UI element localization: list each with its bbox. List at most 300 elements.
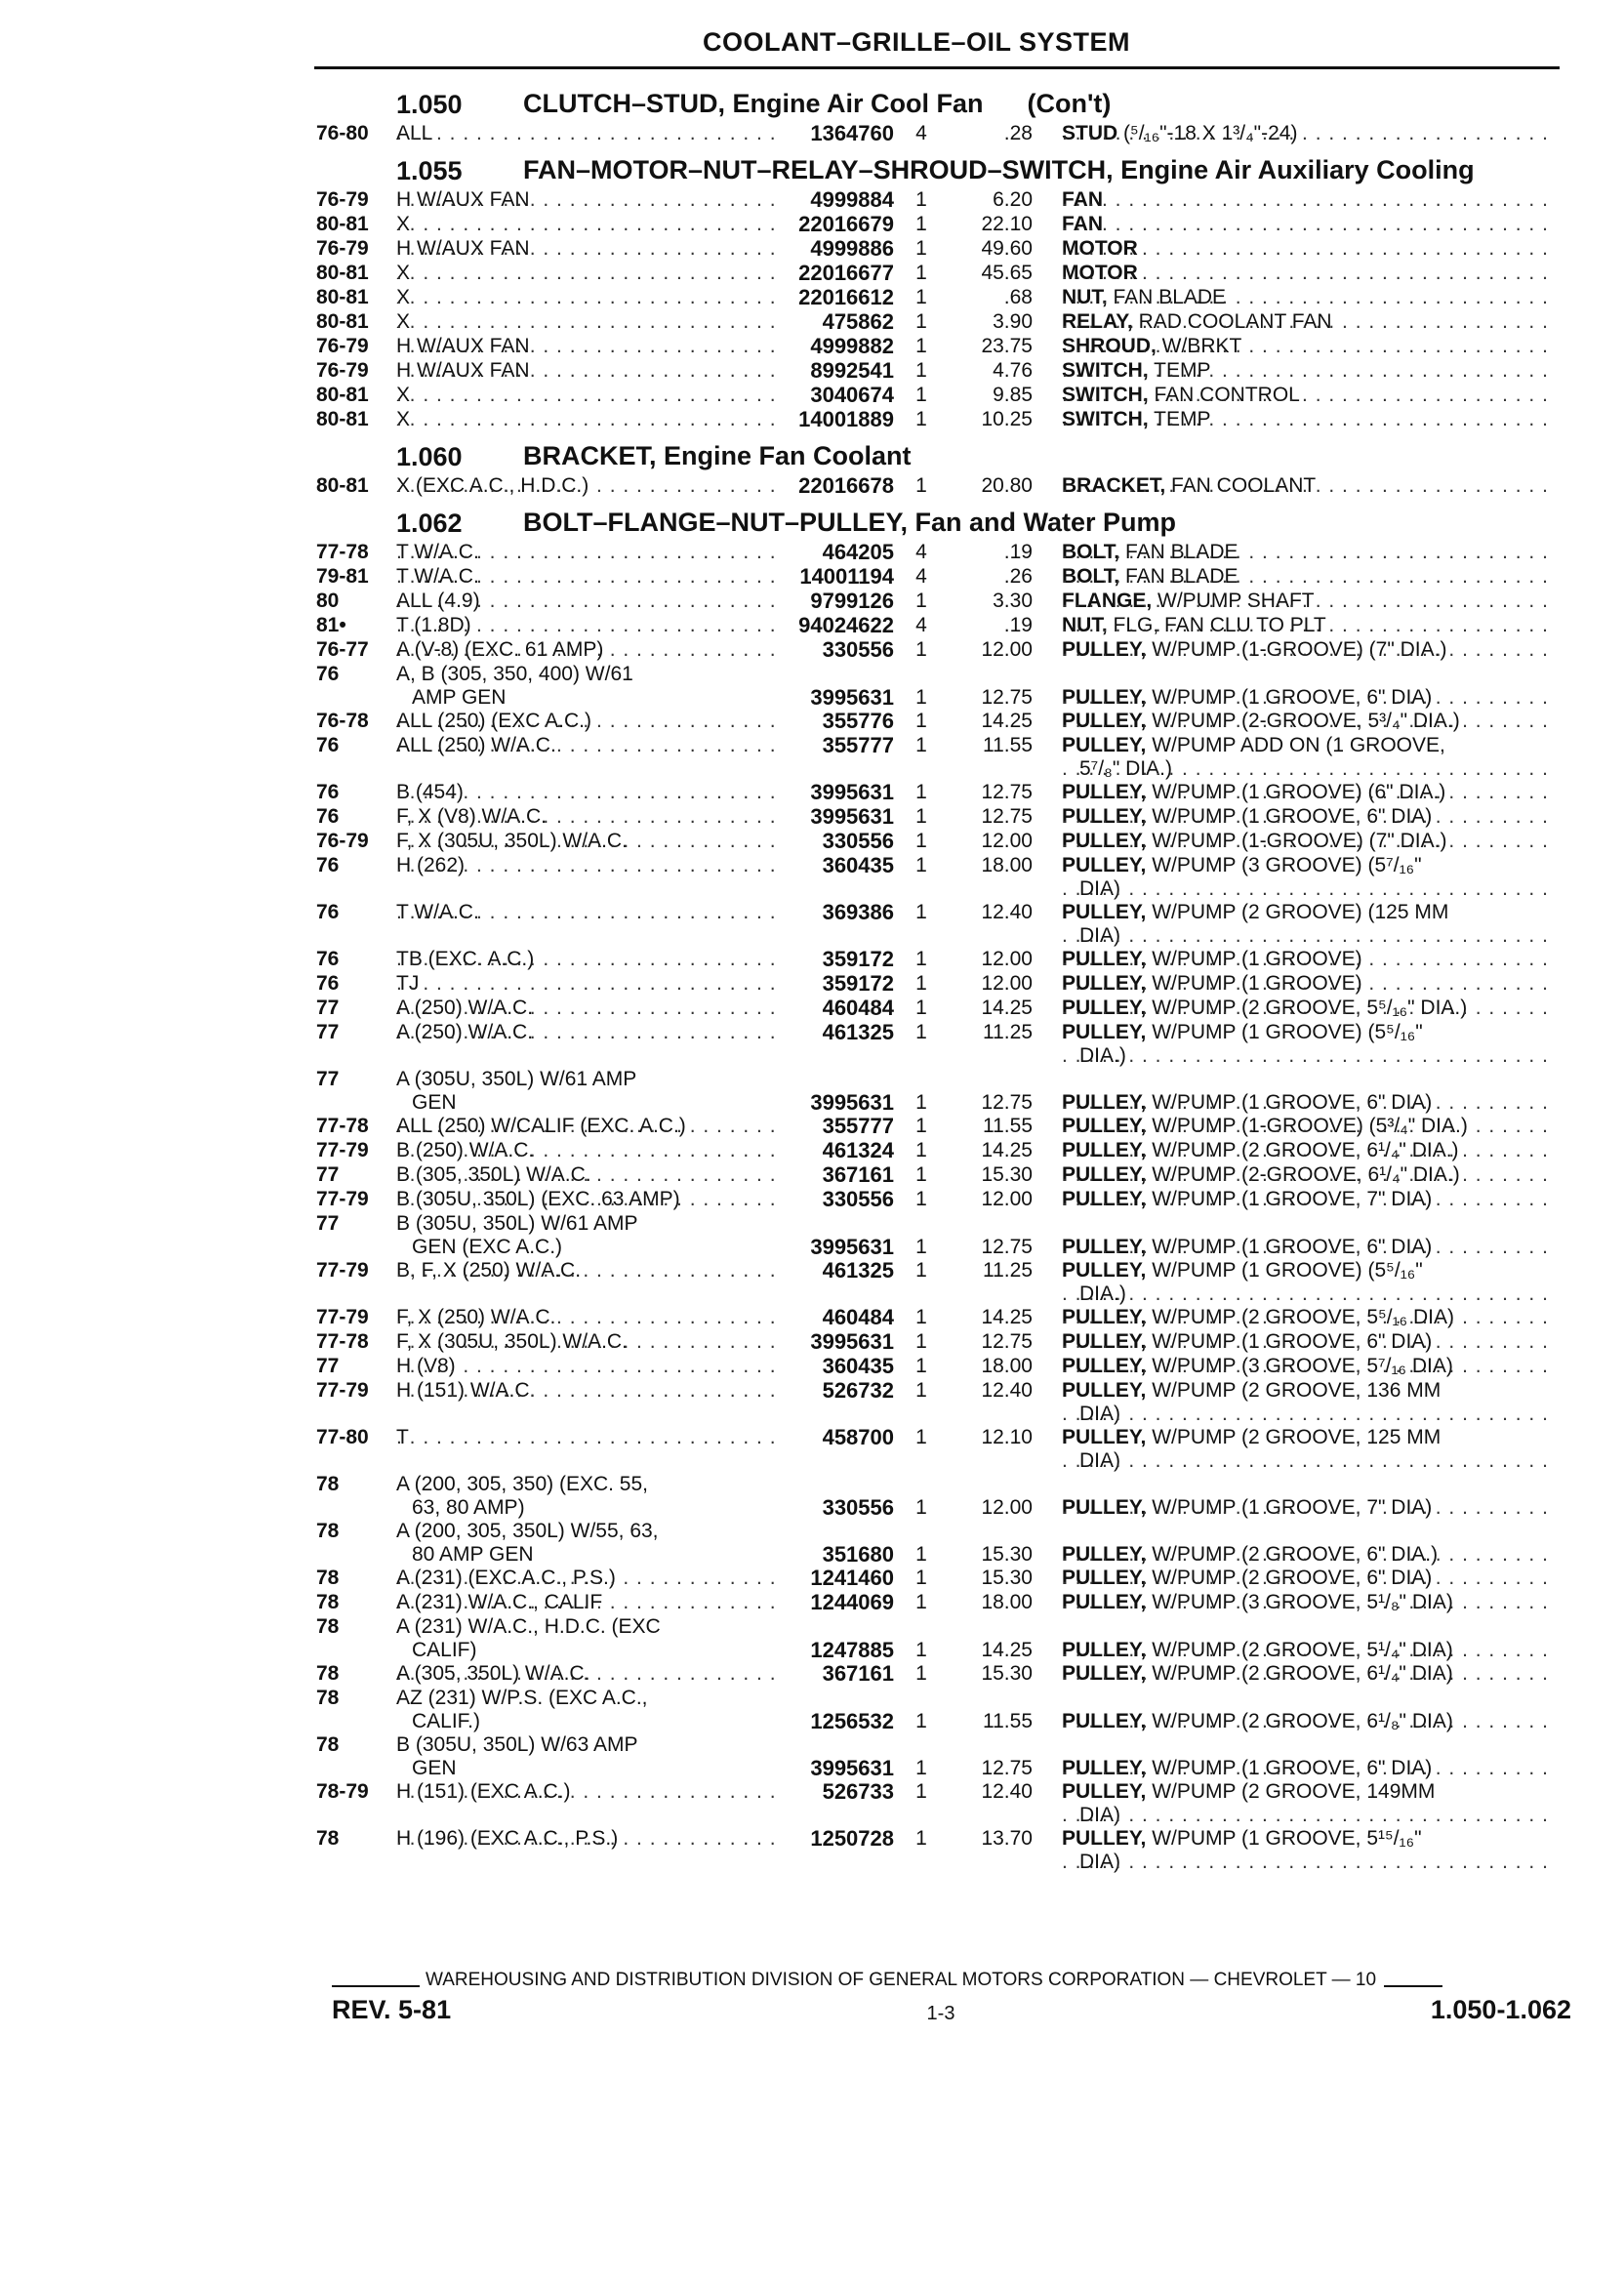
model-text: H (151) W/A.C. [396,1379,539,1402]
table-row [312,1426,1581,1473]
description-keyword: MOTOR [1062,262,1138,284]
description-detail: FAN BLADE [1107,286,1227,308]
part-number: 3995631 [810,780,894,804]
description-detail: W/PUMP (1-GROOVE) (5³/₄" DIA.) [1146,1115,1468,1137]
table-row [312,1330,1581,1355]
section-1-062 [312,509,1581,1874]
model-text: A (231) (EXC A.C., P.S.) [396,1567,620,1589]
part-number: 369386 [822,900,894,924]
part-description [1033,1236,1550,1259]
price: 18.00 [981,1591,1033,1613]
quantity: 1 [915,1567,927,1589]
description-detail: W/PUMP (1-GROOVE) (7" DIA.) [1146,830,1447,852]
description-continued: DIA) [1079,1403,1120,1425]
part-description [1033,734,1550,781]
year-range: 77-79 [316,1139,369,1161]
description-detail: W/PUMP (2 GROOVE, 136 MM [1146,1379,1441,1402]
part-number: 4999882 [810,334,894,358]
table-row [312,188,1581,213]
model-text: H W/AUX FAN [396,335,534,357]
table-row [312,805,1581,830]
model-application [396,1567,777,1590]
description-detail: W/BRKT [1156,335,1242,357]
part-description [1033,948,1550,971]
page-footer [332,1970,1571,2025]
description-detail: W/PUMP SHAFT [1152,590,1315,612]
table-row [312,948,1581,972]
description-keyword: PULLEY, [1062,1426,1147,1448]
price: 14.25 [981,710,1033,732]
description-detail: W/PUMP (1 GROOVE) [1146,948,1362,970]
description-keyword: PULLEY, [1062,1710,1147,1732]
model-text: B (250) W/A.C. [396,1139,538,1161]
model-application [396,830,777,853]
model-application [396,1662,777,1686]
model-application [396,590,777,613]
price: 4.76 [993,359,1033,382]
model-text: T W/A.C. [396,901,483,923]
part-number: 3995631 [810,685,894,710]
model-text: AZ (231) W/P.S. (EXC A.C., [396,1687,652,1709]
model-text: A (V-8) (EXC. 61 AMP) [396,638,607,661]
year-range: 76-79 [316,237,369,260]
model-application [396,614,777,637]
part-description [1033,686,1550,710]
description-detail: RAD COOLANT FAN [1132,310,1332,333]
description-detail: FAN BLADE [1119,565,1238,588]
year-range: 77-79 [316,1188,369,1210]
table-row [312,237,1581,262]
table-row [312,1355,1581,1379]
quantity: 1 [915,1021,927,1043]
description-keyword: FLANGE, [1062,590,1153,612]
part-number: 94024622 [798,613,894,637]
part-number: 3995631 [810,1090,894,1115]
quantity: 1 [915,1543,927,1566]
model-text: ALL (4.9) [396,590,484,612]
price: 12.40 [981,1780,1033,1803]
part-description [1033,1021,1550,1068]
model-text: F, X (305U, 350L) W/A.C. [396,830,631,852]
model-text: B, F, X (250) W/A.C. [396,1259,585,1282]
part-number: 1241460 [810,1566,894,1590]
part-number: 359172 [822,971,894,996]
model-application [396,1780,777,1804]
price: 22.10 [981,213,1033,235]
quantity: 1 [915,1827,927,1850]
description-keyword: PULLEY, [1062,901,1147,923]
quantity: 1 [915,1115,927,1137]
model-text: ALL [396,122,436,144]
price: 15.30 [981,1163,1033,1186]
description-keyword: PULLEY, [1062,1379,1147,1402]
price: 11.55 [983,734,1033,756]
part-number: 351680 [822,1542,894,1567]
model-text: A (200, 305, 350L) W/55, 63, [396,1520,663,1542]
price: 14.25 [981,1139,1033,1161]
table-row [312,1188,1581,1212]
price: 12.00 [981,972,1033,995]
description-detail: TEMP [1148,359,1211,382]
quantity: 1 [915,1496,927,1519]
table-row [312,1687,1581,1733]
description-keyword: PULLEY, [1062,997,1147,1019]
year-range: 78 [316,1615,340,1638]
page-title: COOLANT–GRILLE–OIL SYSTEM [703,27,1131,57]
price: 9.85 [993,384,1033,406]
model-application [396,262,777,285]
footer-rule-right [1384,1985,1442,1987]
quantity: 1 [915,854,927,876]
description-continued: 5⁷/₈" DIA.) [1079,757,1172,780]
part-number: 460484 [822,996,894,1020]
year-range: 79-81 [316,565,369,588]
part-number: 526733 [822,1779,894,1804]
description-keyword: PULLEY, [1062,710,1147,732]
table-row [312,1139,1581,1163]
table-row [312,1259,1581,1306]
year-range: 77 [316,1355,340,1377]
year-range: 77-78 [316,1115,369,1137]
quantity: 1 [915,1591,927,1613]
part-number: 355777 [822,1114,894,1138]
price: 11.25 [983,1259,1033,1282]
year-range: 76 [316,901,340,923]
model-text: ALL (250) (EXC A.C.) [396,710,595,732]
part-description [1033,805,1550,829]
model-application [396,1306,777,1329]
part-description [1033,614,1550,637]
year-range: 76-78 [316,710,369,732]
section-1-050 [312,90,1581,146]
year-range: 77 [316,1212,340,1235]
table-row [312,1163,1581,1188]
quantity: 1 [915,384,927,406]
year-range: 77-79 [316,1379,369,1402]
part-number: 22016678 [798,473,894,498]
price: 12.00 [981,638,1033,661]
part-number: 8992541 [810,358,894,383]
part-number: 461324 [822,1138,894,1162]
description-keyword: PULLEY, [1062,1662,1147,1685]
quantity: 1 [915,474,927,497]
part-description [1033,1379,1550,1426]
description-keyword: BOLT, [1062,565,1120,588]
part-number: 355776 [822,709,894,733]
description-continued: DIA) [1079,877,1120,900]
part-number: 1247885 [810,1638,894,1662]
year-range: 80-81 [316,408,369,430]
part-number: 330556 [822,1495,894,1520]
description-keyword: STUD [1062,122,1118,144]
price: 20.80 [981,474,1033,497]
model-application [396,565,777,589]
description-detail: W/PUMP (1 GROOVE) [1146,972,1362,995]
model-application [396,122,777,145]
year-range: 78 [316,1733,340,1756]
model-application [396,1163,777,1187]
year-range: 76 [316,805,340,828]
model-application [396,710,777,733]
model-application [396,188,777,212]
year-range: 78-79 [316,1780,369,1803]
part-number: 1364760 [810,121,894,145]
price: 15.30 [981,1543,1033,1566]
price: 18.00 [981,854,1033,876]
model-application [396,474,777,498]
part-description [1033,1757,1550,1780]
year-range: 77-79 [316,1306,369,1328]
model-application [396,237,777,261]
description-detail: W/PUMP (2 GROOVE, 6" DIA) [1146,1567,1433,1589]
quantity: 1 [915,830,927,852]
price: 18.00 [981,1355,1033,1377]
part-number: 1244069 [810,1590,894,1614]
section-title: CLUTCH–STUD, Engine Air Cool Fan (Con't) [523,89,1112,118]
model-application [396,1426,777,1449]
table-row [312,1591,1581,1615]
model-application [396,1473,777,1520]
description-detail: FAN BLADE [1119,541,1238,563]
quantity: 1 [915,710,927,732]
description-keyword: PULLEY, [1062,1115,1147,1137]
year-range: 76 [316,854,340,876]
part-description [1033,972,1550,996]
description-keyword: PULLEY, [1062,1757,1147,1779]
description-keyword: MOTOR [1062,237,1138,260]
quantity: 1 [915,590,927,612]
part-description [1033,1780,1550,1827]
price: 12.75 [981,1091,1033,1114]
model-text: T W/A.C. [396,565,483,588]
price: 3.90 [993,310,1033,333]
part-number: 1256532 [810,1709,894,1733]
part-number: 3995631 [810,1756,894,1780]
parts-listing [312,80,1581,1874]
description-detail: W/PUMP (2 GROOVE, 6¹/₄" DIA.) [1146,1139,1459,1161]
section-heading [312,442,1581,472]
table-row [312,1615,1581,1662]
quantity: 1 [915,686,927,709]
part-number: 458700 [822,1425,894,1449]
description-continued: DIA) [1079,1449,1120,1472]
model-application [396,734,777,757]
price: 11.55 [983,1710,1033,1732]
part-number: 461325 [822,1020,894,1044]
model-application [396,997,777,1020]
section-number: 1.055 [396,156,463,185]
part-description [1033,710,1550,733]
price: 3.30 [993,590,1033,612]
revision-label: REV. 5-81 [332,1995,452,2024]
quantity: 1 [915,213,927,235]
price: 14.25 [981,1639,1033,1661]
description-keyword: BRACKET, [1062,474,1166,497]
model-application [396,972,777,996]
part-number: 1250728 [810,1826,894,1851]
description-detail: W/PUMP (1 GROOVE, 6" DIA) [1146,805,1433,828]
year-range: 76 [316,972,340,995]
model-text-continued: AMP GEN [412,686,509,709]
model-text: A (231) W/A.C., H.D.C. (EXC [396,1615,665,1638]
model-text-continued: CALIF.) [412,1710,484,1732]
model-application [396,1687,777,1733]
part-number: 14001194 [799,564,894,589]
year-range: 76 [316,734,340,756]
model-text: A (305U, 350L) W/61 AMP [396,1068,640,1090]
part-description [1033,188,1550,212]
table-row [312,1379,1581,1426]
part-description [1033,1355,1550,1378]
model-application [396,1330,777,1354]
description-keyword: PULLEY, [1062,781,1147,803]
quantity: 1 [915,237,927,260]
table-row [312,474,1581,499]
part-number: 367161 [822,1661,894,1686]
table-row [312,1473,1581,1520]
description-keyword: PULLEY, [1062,948,1147,970]
quantity: 1 [915,359,927,382]
model-application [396,1259,777,1282]
year-range: 77 [316,1068,340,1090]
year-range: 76-77 [316,638,369,661]
model-text: X [396,310,414,333]
table-row [312,638,1581,663]
part-description [1033,997,1550,1020]
quantity: 1 [915,972,927,995]
price: 15.30 [981,1567,1033,1589]
description-detail: W/PUMP (2 GROOVE, 6" DIA.) [1146,1543,1439,1566]
quantity: 1 [915,310,927,333]
table-row [312,1780,1581,1827]
description-detail: W/PUMP (2 GROOVE, 6¹/₈" DIA) [1146,1710,1453,1732]
description-keyword: PULLEY, [1062,1139,1147,1161]
model-text: H W/AUX FAN [396,188,534,211]
quantity: 4 [915,122,927,144]
price: 49.60 [981,237,1033,260]
description-detail: W/PUMP (1 GROOVE) (5⁵/₁₆" [1146,1259,1423,1282]
description-keyword: PULLEY, [1062,1188,1147,1210]
section-title: BOLT–FLANGE–NUT–PULLEY, Fan and Water Pump [523,508,1177,537]
description-detail: W/PUMP (3 GROOVE) (5⁷/₁₆" [1146,854,1422,876]
part-description [1033,1188,1550,1211]
description-continued: DIA.) [1079,1044,1126,1067]
quantity: 1 [915,1757,927,1779]
description-detail: W/PUMP (1 GROOVE, 7" DIA) [1146,1496,1433,1519]
part-description [1033,213,1550,236]
part-description [1033,1115,1550,1138]
quantity: 1 [915,1780,927,1803]
part-number: 355777 [822,733,894,757]
part-description [1033,565,1550,589]
part-description [1033,1306,1550,1329]
model-application [396,1827,777,1851]
price: .28 [1003,122,1033,144]
part-description [1033,854,1550,901]
description-continued: DIA) [1079,924,1120,947]
model-text: T [396,1426,413,1448]
price: 13.70 [981,1827,1033,1850]
model-application [396,286,777,309]
description-detail: W/PUMP (2 GROOVE, 5⁵/₁₆ DIA) [1146,1306,1454,1328]
quantity: 1 [915,781,927,803]
model-text: A (200, 305, 350) (EXC. 55, [396,1473,652,1495]
table-row [312,734,1581,781]
part-description [1033,1827,1550,1874]
description-detail: W/PUMP (1 GROOVE) (6" DIA.) [1146,781,1446,803]
part-description [1033,286,1550,309]
part-number: 14001889 [798,407,894,431]
quantity: 1 [915,188,927,211]
year-range: 78 [316,1520,340,1542]
part-description [1033,1330,1550,1354]
description-detail: FAN CONTROL [1148,384,1300,406]
table-row [312,359,1581,384]
model-text: X [396,262,414,284]
quantity: 1 [915,286,927,308]
quantity: 1 [915,1330,927,1353]
description-keyword: PULLEY, [1062,1496,1147,1519]
part-description [1033,1259,1550,1306]
price: 12.00 [981,948,1033,970]
price: .19 [1003,541,1033,563]
year-range: 77-78 [316,541,369,563]
description-keyword: PULLEY, [1062,1639,1147,1661]
price: 12.75 [981,781,1033,803]
year-range: 76-79 [316,359,369,382]
price: 23.75 [981,335,1033,357]
part-description [1033,1426,1550,1473]
model-application [396,948,777,971]
description-detail: W/PUMP (2 GROOVE, 5⁵/₁₆" DIA.) [1146,997,1468,1019]
quantity: 1 [915,1163,927,1186]
description-detail: FAN COOLANT [1165,474,1317,497]
part-number: 4999886 [810,236,894,261]
table-row [312,901,1581,948]
table-row [312,614,1581,638]
quantity: 1 [915,1188,927,1210]
table-row [312,408,1581,432]
year-range: 80-81 [316,474,369,497]
description-keyword: PULLEY, [1062,1330,1147,1353]
part-number: 4999884 [810,187,894,212]
description-keyword: PULLEY, [1062,638,1147,661]
description-continued: DIA) [1079,1804,1120,1826]
price: 10.25 [981,408,1033,430]
part-description [1033,590,1550,613]
description-detail: W/PUMP (1 GROOVE, 6" DIA) [1146,1091,1433,1114]
year-range: 80-81 [316,262,369,284]
price: .26 [1003,565,1033,588]
table-row [312,1115,1581,1139]
model-text: H (151) (EXC A.C.) [396,1780,575,1803]
part-description [1033,1496,1550,1520]
description-keyword: PULLEY, [1062,1543,1147,1566]
price: 45.65 [981,262,1033,284]
year-range: 80-81 [316,286,369,308]
year-range: 76-80 [316,122,369,144]
description-keyword: PULLEY, [1062,734,1147,756]
description-detail: W/PUMP (1 GROOVE, 5¹⁵/₁₆" [1146,1827,1422,1850]
model-text: T (1.8D) [396,614,475,636]
description-keyword: PULLEY, [1062,1591,1147,1613]
year-range: 77 [316,1163,340,1186]
model-text: F, X (250) W/A.C. [396,1306,559,1328]
model-text: A (231) W/A.C., CALIF [396,1591,606,1613]
year-range: 76-79 [316,188,369,211]
part-number: 464205 [822,540,894,564]
model-application [396,805,777,829]
